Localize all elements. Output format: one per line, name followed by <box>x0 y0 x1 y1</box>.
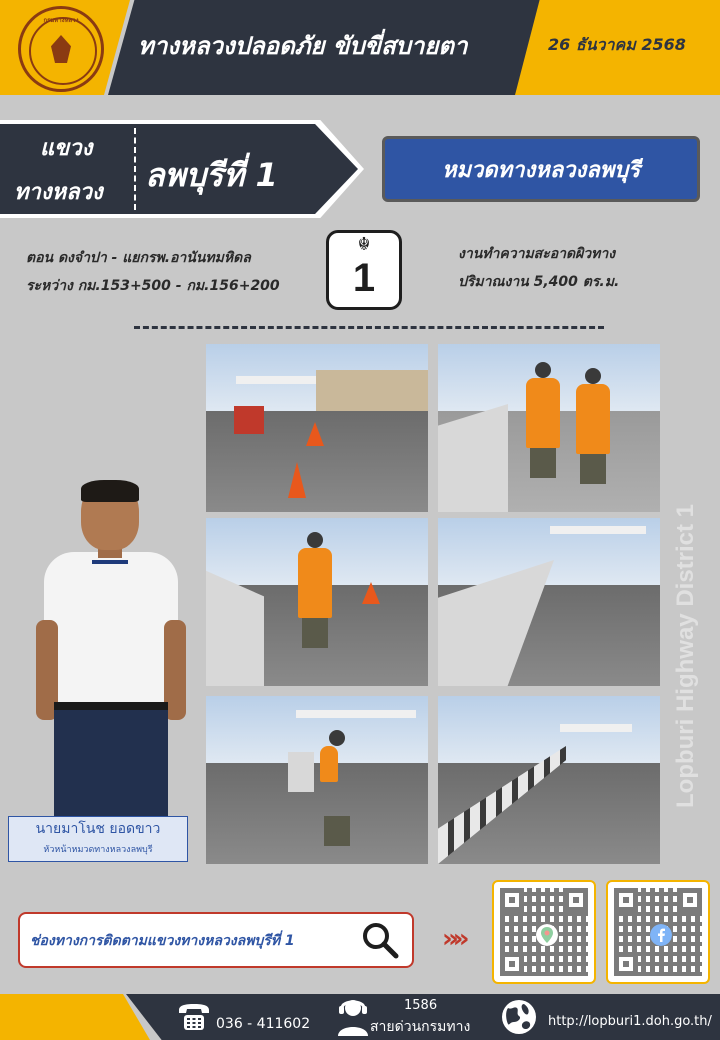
work-photo-5 <box>206 696 428 864</box>
hotline-label: สายด่วนกรมทาง <box>370 1019 471 1035</box>
hotline-icon <box>336 996 370 1036</box>
district-name: ลพบุรีที่ 1 <box>145 156 278 194</box>
work-line1: งานทำความสะอาดผิวทาง <box>458 246 616 262</box>
person-position: หัวหน้าหมวดทางหลวงลพบุรี <box>43 845 153 855</box>
route-number: 1 <box>352 256 376 300</box>
follow-channel-text[interactable]: ช่องทางการติดตามแขวงทางหลวงลพบุรีที่ 1 <box>30 933 295 949</box>
facebook-icon <box>650 924 672 946</box>
search-icon[interactable] <box>360 920 400 960</box>
section-line2: ระหว่าง กม.153+500 - กม.156+200 <box>26 278 280 294</box>
phone-icon <box>176 1002 212 1032</box>
chevron-icon: »» <box>442 924 464 954</box>
work-photo-6 <box>438 696 660 864</box>
hotline-number[interactable]: 1586 <box>404 998 438 1013</box>
district-separator <box>134 128 136 210</box>
section-info <box>26 244 280 300</box>
map-pin-icon <box>536 924 558 946</box>
district-watermark: Lopburi Highway District 1 <box>672 503 699 808</box>
footer-accent <box>0 994 150 1040</box>
work-photo-2 <box>438 344 660 512</box>
work-line2: ปริมาณงาน 5,400 ตร.ม. <box>458 274 620 290</box>
work-photo-4 <box>438 518 660 686</box>
person-name: นายมาโนช ยอดขาว <box>35 821 161 837</box>
qr-code-map[interactable] <box>492 880 596 984</box>
globe-icon <box>500 998 538 1036</box>
district-label-line2: ทางหลวง <box>14 180 103 205</box>
logo-text: กรมทางหลวง <box>43 17 79 24</box>
department-logo <box>18 6 104 92</box>
website-link[interactable]: http://lopburi1.doh.go.th/ <box>548 1014 712 1029</box>
unit-label: หมวดทางหลวงลพบุรี <box>382 136 700 202</box>
garuda-emblem-icon: ☬ <box>357 234 371 255</box>
person-photo <box>36 480 186 816</box>
report-date: 26 ธันวาคม 2568 <box>548 35 686 54</box>
district-label-line1: แขวง <box>40 136 93 161</box>
dashed-divider <box>134 326 604 329</box>
qr-code-facebook[interactable] <box>606 880 710 984</box>
section-line1: ตอน ดงจำปา - แยกรพ.อานันทมหิดล <box>26 250 251 266</box>
header <box>0 0 720 95</box>
phone-number[interactable]: 036 - 411602 <box>216 1016 311 1032</box>
work-photo-3 <box>206 518 428 686</box>
route-badge <box>326 230 402 310</box>
work-info <box>458 240 619 296</box>
page-title: ทางหลวงปลอดภัย ขับขี่สบายตา <box>138 32 468 60</box>
work-photo-1 <box>206 344 428 512</box>
